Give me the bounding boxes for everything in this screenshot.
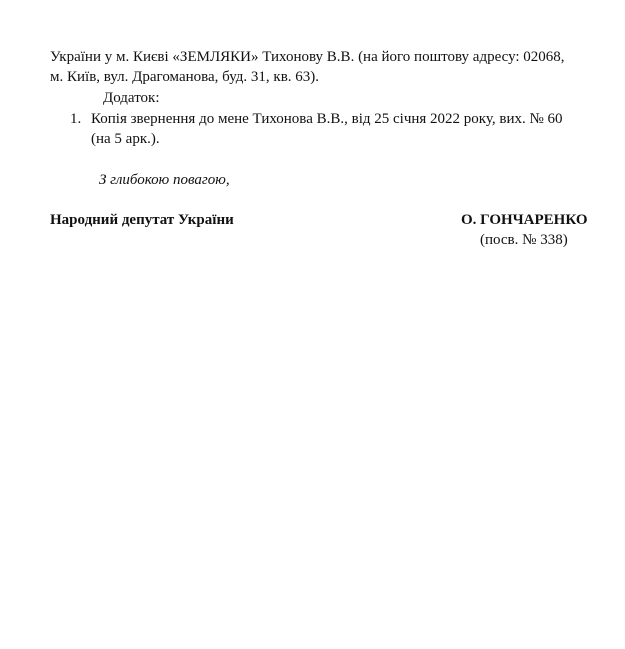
attachment-heading: Додаток: [103,90,160,106]
attachment-item-text-line-2: (на 5 арк.). [91,131,160,147]
attachment-item-text-line-1: Копія звернення до мене Тихонова В.В., від 25 січня 2022 року, вих. № 60 [91,111,563,127]
signatory-id-note: (посв. № 338) [480,232,568,248]
body-text-line-1: України у м. Києві «ЗЕМЛЯКИ» Тихонову В.В. (на його поштову адресу: 02068, [50,49,565,65]
body-text-line-2: м. Київ, вул. Драгоманова, буд. 31, кв. 63). [50,69,320,85]
signatory-name: О. ГОНЧАРЕНКО [461,212,588,228]
closing-phrase: З глибокою повагою, [99,172,230,188]
attachment-item-number: 1. [70,111,82,127]
signatory-title: Народний депутат України [50,212,234,228]
